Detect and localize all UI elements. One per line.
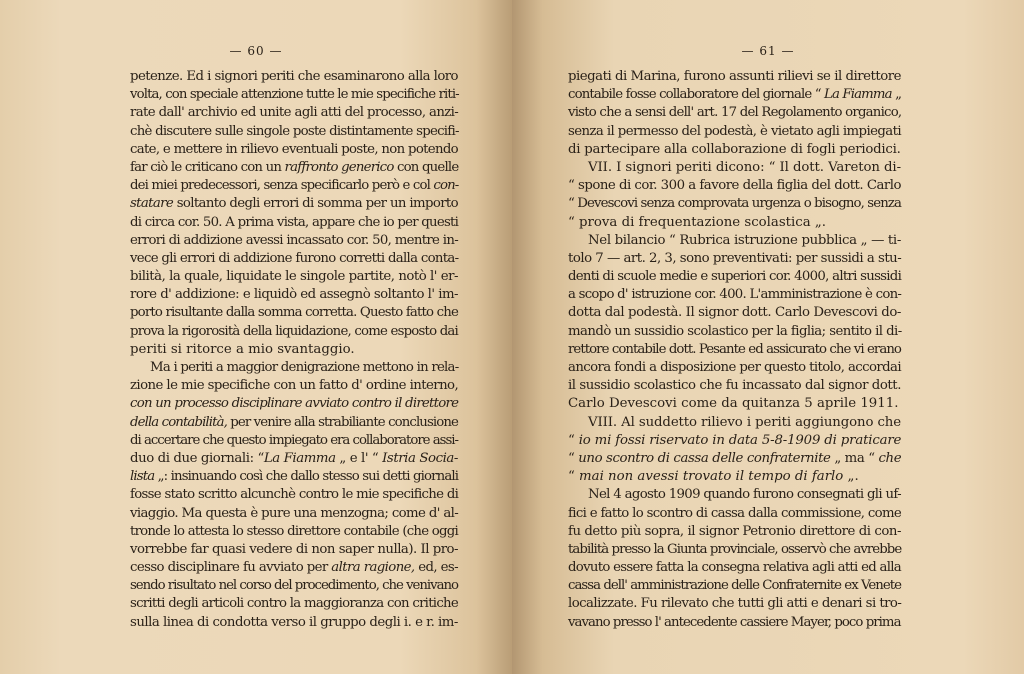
text-run: “ Devescovi senza comprovata urgenza o bisogno, senza xyxy=(568,196,902,212)
text-run: sendo risultato nel corso del procedimento, che venivano xyxy=(130,578,458,594)
text-run: petenze. Ed i signori periti che esaminarono alla loro xyxy=(130,69,458,84)
text-run: soltanto degli errori di somma per un importo xyxy=(173,196,458,212)
text-line xyxy=(568,614,901,632)
text-line xyxy=(130,304,458,322)
text-line xyxy=(130,468,458,486)
text-line xyxy=(568,486,901,504)
text-line xyxy=(130,541,458,559)
text-run: contabile fosse collaboratore del giornale “ xyxy=(568,87,825,103)
text-run: viaggio. Ma questa è pure una menzogna; come d' al- xyxy=(130,505,459,521)
text-line xyxy=(130,323,458,341)
text-run: chè discutere sulle singole poste distintamente specifi- xyxy=(130,123,459,139)
text-line xyxy=(130,414,458,432)
text-line xyxy=(130,286,458,304)
text-line xyxy=(568,323,901,341)
text-run: rettore contabile dott. Pesante ed assicurato che vi erano xyxy=(568,341,901,357)
text-run: piegati di Marina, furono assunti rilievi se il direttore xyxy=(568,69,901,84)
page-number: — 60 — xyxy=(229,44,283,58)
text-run: rate dall' archivio ed unite agli atti del processo, anzi- xyxy=(130,105,459,121)
text-line xyxy=(130,523,458,541)
text-run: fosse stato scritto alcunchè contro le mie specifiche di xyxy=(130,487,459,503)
text-line xyxy=(568,395,901,413)
text-run: denti di scuole medie e superiori cor. 4000, altri sussidi xyxy=(568,269,902,285)
text-run: a scopo d' istruzione cor. 400. L'amministrazione è con- xyxy=(568,287,902,303)
text-line xyxy=(568,414,901,432)
text-run: mandò un sussidio scolastico per la figlia; sentito il di- xyxy=(568,323,902,339)
text-line xyxy=(568,595,901,613)
text-run: rore d' addizione: e liquidò ed assegnò soltanto l' im- xyxy=(130,287,458,303)
text-line xyxy=(130,68,458,86)
text-run: “ xyxy=(568,469,580,485)
text-line xyxy=(130,450,458,468)
text-run: di circa cor. 50. A prima vista, appare che io per questi xyxy=(130,214,459,230)
text-run: fu detto più sopra, il signor Petronio direttore di con- xyxy=(568,523,901,539)
text-line xyxy=(568,505,901,523)
text-line xyxy=(568,214,901,232)
text-run: dotta dal podestà. Il signor dott. Carlo Devescovi do- xyxy=(568,305,901,321)
text-line xyxy=(568,559,901,577)
text-run: fici e fatto lo scontro di cassa dalla commissione, come xyxy=(568,505,902,521)
text-line xyxy=(568,341,901,359)
text-run: vorrebbe far quasi vedere di non saper nulla). Il pro- xyxy=(130,541,458,557)
text-line xyxy=(568,377,901,395)
text-line xyxy=(568,286,901,304)
italic-text: con un processo disciplinare avviato contro il direttore xyxy=(130,396,459,412)
text-line xyxy=(130,341,458,359)
text-line xyxy=(130,177,458,195)
italic-text: che xyxy=(878,450,902,466)
text-run: Nel 4 agosto 1909 quando furono consegnati gli uf- xyxy=(588,487,901,503)
text-run: VII. I signori periti dicono: “ Il dott. Vareton di- xyxy=(588,159,901,175)
text-run: „. xyxy=(843,469,859,485)
text-run: Ma i periti a maggior denigrazione mettono in rela- xyxy=(150,360,459,375)
text-line xyxy=(568,359,901,377)
text-line xyxy=(130,614,458,632)
text-run: Nel bilancio “ Rubrica istruzione pubblica „ — ti- xyxy=(588,232,901,248)
text-line xyxy=(568,123,901,141)
text-line xyxy=(568,232,901,250)
text-run: sulla linea di condotta verso il gruppo degli i. e r. im- xyxy=(130,614,458,630)
page-body-text xyxy=(568,68,901,632)
text-line xyxy=(130,577,458,595)
text-line xyxy=(130,359,458,377)
text-line xyxy=(130,595,458,613)
text-line xyxy=(130,214,458,232)
text-line xyxy=(130,141,458,159)
text-run: cate, e mettere in rilievo eventuali poste, non potendo xyxy=(130,141,458,157)
text-run: cassa dell' amministrazione delle Confraternite ex Venete xyxy=(568,578,901,594)
text-run: ancora fondi a disposizione per questo titolo, accordai xyxy=(568,360,902,375)
italic-text: La Fiamma xyxy=(824,87,892,103)
text-run: di accertare che questo impiegato era collaboratore assi- xyxy=(130,432,458,448)
text-line xyxy=(568,68,901,86)
text-run: periti si ritorce a mio svantaggio. xyxy=(130,341,355,357)
text-line xyxy=(568,523,901,541)
text-run: dei miei predecessori, senza specificarlo però e col xyxy=(130,178,434,194)
text-line xyxy=(130,268,458,286)
italic-text: uno scontro di cassa delle confraternite xyxy=(578,450,831,466)
text-line xyxy=(568,304,901,322)
text-run: cesso disciplinare fu avviato per xyxy=(130,560,332,576)
text-line xyxy=(130,123,458,141)
text-run: duo di due giornali: “ xyxy=(130,450,264,466)
text-line xyxy=(568,159,901,177)
page-body-text xyxy=(130,68,458,632)
text-run: ed, es- xyxy=(414,560,458,576)
text-run: “ spone di cor. 300 a favore della figlia del dott. Carlo xyxy=(568,178,902,194)
text-run: far ciò le criticano con un xyxy=(130,159,285,175)
text-run: vavano presso l' antecedente cassiere Mayer, poco prima xyxy=(568,614,901,630)
text-run: di partecipare alla collaborazione di fogli periodici. xyxy=(568,141,901,157)
page-number: — 61 — xyxy=(741,44,795,58)
italic-text: con- xyxy=(433,178,459,194)
text-run: tolo 7 — art. 2, 3, sono preventivati: per sussidi a stu- xyxy=(568,250,902,266)
text-run: con quelle xyxy=(393,159,459,175)
text-run: errori di addizione avessi incassato cor. 50, mentre in- xyxy=(130,232,458,248)
text-line xyxy=(568,432,901,450)
text-run: VIII. Al suddetto rilievo i periti aggiungono che xyxy=(588,414,901,430)
italic-text: della contabilità, xyxy=(130,414,227,430)
text-line xyxy=(568,268,901,286)
text-run: prova la rigorosità della liquidazione, come esposto dai xyxy=(130,323,458,339)
text-run: scritti degli articoli contro la maggioranza con critiche xyxy=(130,596,458,612)
text-run: porto risultante dalla somma corretta. Questo fatto che xyxy=(130,305,458,321)
italic-text: statare xyxy=(130,196,174,212)
text-line xyxy=(130,395,458,413)
italic-text: mai non avessi trovato il tempo di farlo xyxy=(579,469,844,485)
text-run: “ xyxy=(568,432,579,448)
text-line xyxy=(568,577,901,595)
text-line xyxy=(568,141,901,159)
italic-text: Istria Socia- xyxy=(382,450,459,466)
text-line xyxy=(130,377,458,395)
italic-text: io mi fossi riservato in data 5-8-1909 di praticare xyxy=(578,432,902,448)
italic-text: raffronto generico xyxy=(284,159,394,175)
text-run: localizzate. Fu rilevato che tutti gli atti e denari si tro- xyxy=(568,596,902,612)
text-line xyxy=(130,159,458,177)
text-run: dovuto essere fatta la consegna relativa agli atti ed alla xyxy=(568,560,901,576)
text-line xyxy=(130,195,458,213)
text-run: “ xyxy=(568,450,579,466)
text-run: bilità, la quale, liquidate le singole partite, notò l' er- xyxy=(130,269,458,285)
text-run: Carlo Devescovi come da quitanza 5 aprile 1911. xyxy=(568,396,899,412)
text-line xyxy=(568,104,901,122)
text-line xyxy=(568,86,901,104)
text-run: il sussidio scolastico che fu incassato dal signor dott. xyxy=(568,378,901,394)
text-line xyxy=(130,86,458,104)
italic-text: altra ragione, xyxy=(331,560,415,576)
text-run: „ ma “ xyxy=(830,450,879,466)
text-run: tabilità presso la Giunta provinciale, osservò che avrebbe xyxy=(568,541,902,557)
text-run: visto che a sensi dell' art. 17 del Regolamento organico, xyxy=(568,105,902,121)
text-line xyxy=(130,250,458,268)
italic-text: La Fiamma xyxy=(263,450,336,466)
text-line xyxy=(568,177,901,195)
text-run: senza il permesso del podestà, è vietato agli impiegati xyxy=(568,123,901,139)
text-line xyxy=(130,104,458,122)
text-line xyxy=(568,195,901,213)
text-line xyxy=(568,250,901,268)
text-line xyxy=(130,486,458,504)
text-line xyxy=(130,505,458,523)
text-line xyxy=(568,450,901,468)
text-run: “ prova di frequentazione scolastica „. xyxy=(568,214,826,230)
text-line xyxy=(568,541,901,559)
text-run: „: insinuando così che dallo stesso sui detti giornali xyxy=(154,469,459,485)
right-page xyxy=(512,0,1024,674)
text-line xyxy=(568,468,901,486)
text-line xyxy=(130,559,458,577)
text-run: „ xyxy=(891,87,902,103)
text-run: per venire alla strabiliante conclusione xyxy=(226,414,458,430)
text-line xyxy=(130,432,458,450)
italic-text: lista xyxy=(130,469,155,485)
text-run: vece gli errori di addizione furono corretti dalla conta- xyxy=(130,250,459,266)
text-run: zione le mie specifiche con un fatto d' ordine interno, xyxy=(130,378,459,394)
text-run: tronde lo attesta lo stesso direttore contabile (che oggi xyxy=(130,523,458,539)
text-run: „ e l' “ xyxy=(335,450,383,466)
text-run: volta, con speciale attenzione tutte le mie specifiche riti- xyxy=(130,87,459,103)
text-line xyxy=(130,232,458,250)
